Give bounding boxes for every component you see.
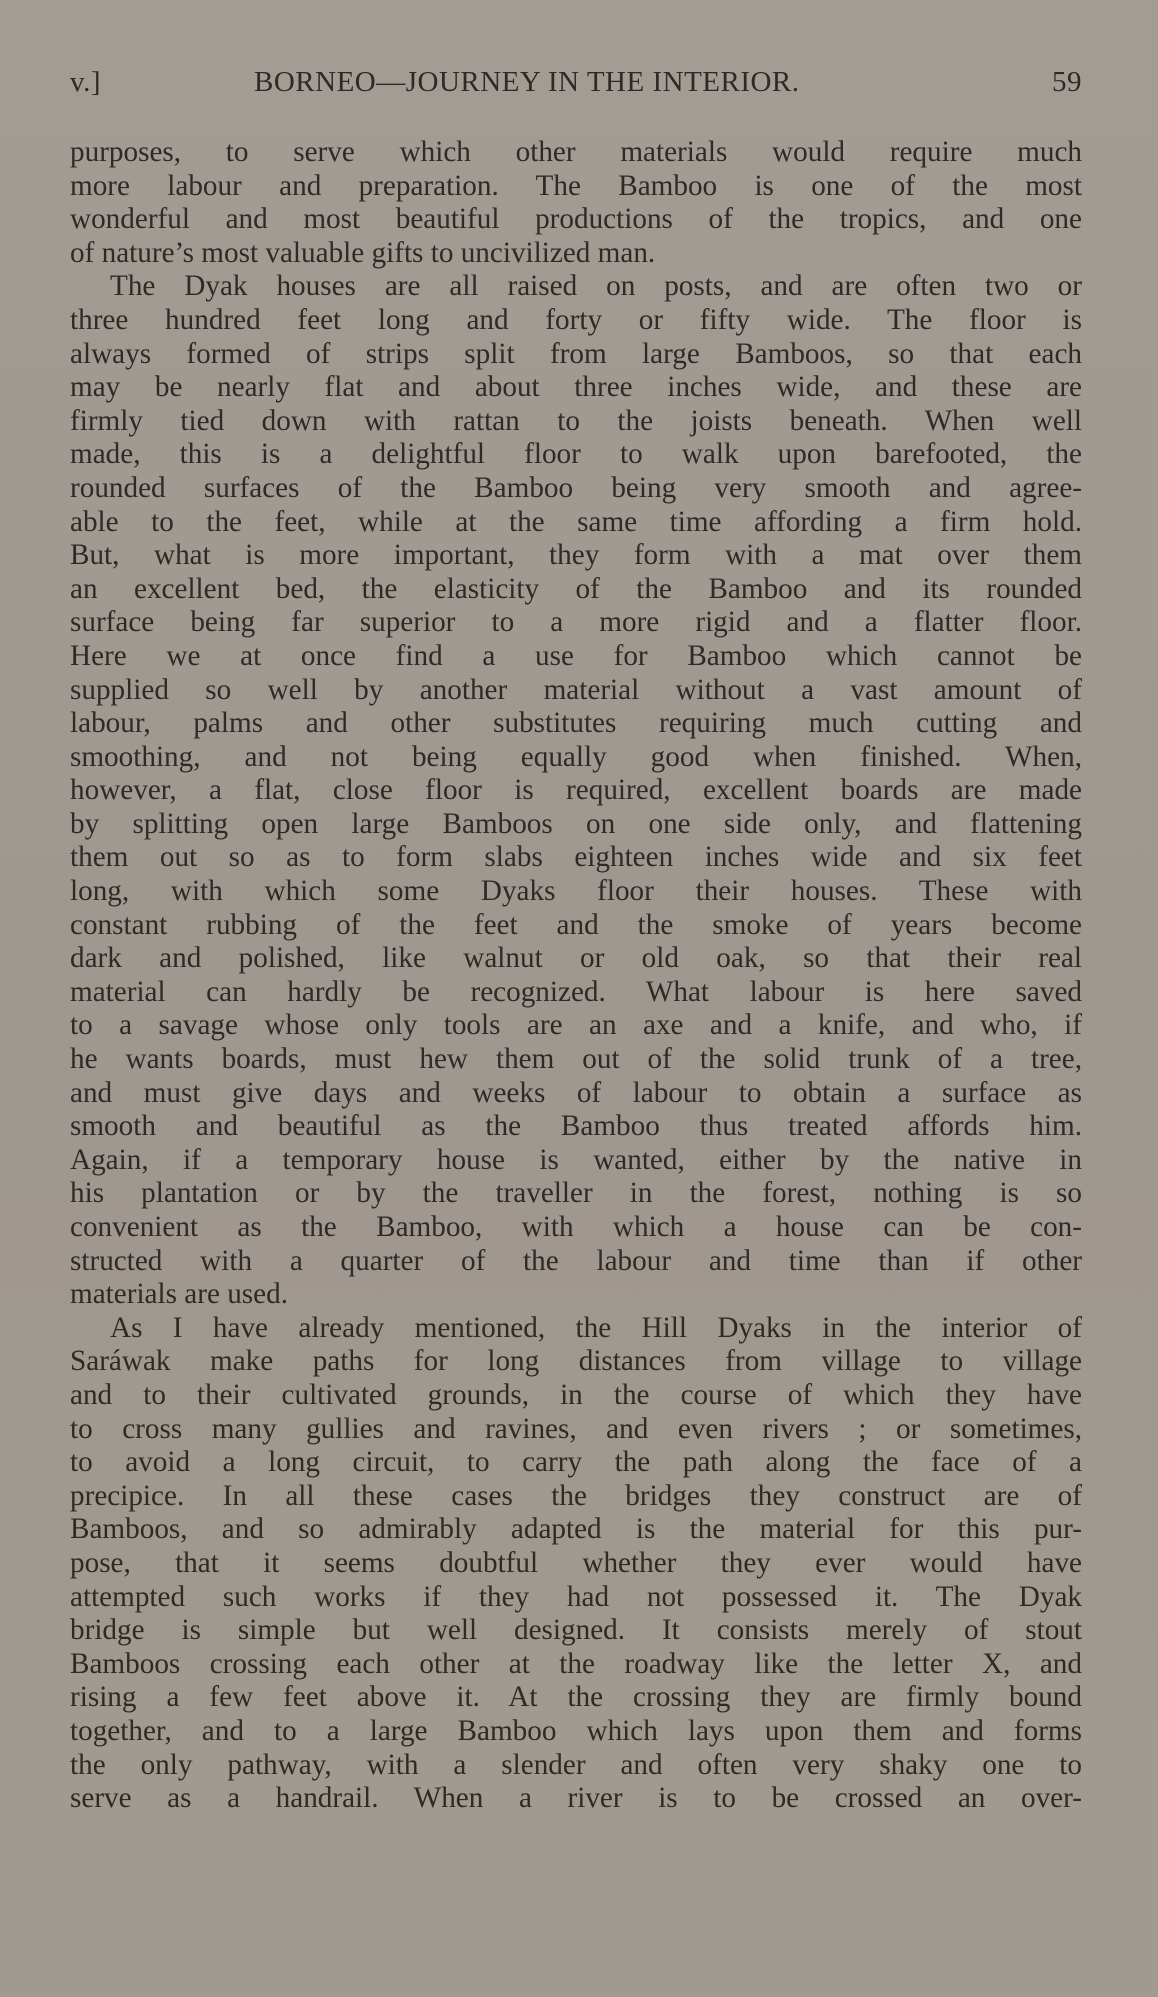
text-line: supplied so well by another material without a vast amount of xyxy=(70,673,1082,706)
text-line: firmly tied down with rattan to the joists beneath. When well xyxy=(70,404,1082,437)
text-line: them out so as to form slabs eighteen inches wide and six feet xyxy=(70,841,1082,874)
text-line: long, with which some Dyaks floor their houses. These with xyxy=(70,875,1082,908)
text-line: pose, that it seems doubtful whether they ever would have xyxy=(70,1546,1082,1579)
text-line: his plantation or by the traveller in the forest, nothing is so xyxy=(70,1177,1082,1210)
text-line: made, this is a delightful floor to walk upon barefooted, the xyxy=(70,438,1082,471)
text-line: Here we at once find a use for Bamboo which cannot be xyxy=(70,639,1082,672)
text-line: purposes, to serve which other materials would require much xyxy=(70,136,1082,168)
text-line: convenient as the Bamboo, with which a house can be con- xyxy=(70,1211,1082,1243)
text-line: structed with a quarter of the labour and time than if other xyxy=(70,1244,1082,1277)
text-line: always formed of strips split from large Bamboos, so that each xyxy=(70,337,1082,370)
text-line: materials are used. xyxy=(70,1278,288,1311)
text-line: to cross many gullies and ravines, and even rivers ; or sometimes, xyxy=(70,1412,1082,1445)
text-line: and to their cultivated grounds, in the course of which they have xyxy=(70,1378,1082,1411)
running-head xyxy=(70,66,1082,106)
text-line: Bamboos, and so admirably adapted is the material for this pur- xyxy=(70,1513,1082,1546)
text-line: constant rubbing of the feet and the smoke of years become xyxy=(70,908,1082,941)
text-line: to a savage whose only tools are an axe and a knife, and who, if xyxy=(70,1009,1082,1042)
text-line: attempted such works if they had not possessed it. The Dyak xyxy=(70,1580,1082,1613)
text-line: But, what is more important, they form with a mat over them xyxy=(70,539,1082,572)
text-line: serve as a handrail. When a river is to be crossed an over- xyxy=(70,1782,1082,1815)
text-line: rounded surfaces of the Bamboo being very smooth and agree- xyxy=(70,471,1082,504)
running-title: BORNEO—JOURNEY IN THE INTERIOR. xyxy=(254,66,800,98)
text-line: material can hardly be recognized. What labour is here saved xyxy=(70,975,1082,1008)
text-line: more labour and preparation. The Bamboo is one of the most xyxy=(70,169,1082,202)
text-line: Bamboos crossing each other at the roadway like the letter X, and xyxy=(70,1647,1082,1680)
text-line: three hundred feet long and forty or fifty wide. The floor is xyxy=(70,303,1082,336)
text-line: surface being far superior to a more rigid and a flatter floor. xyxy=(70,606,1082,639)
text-line: smooth and beautiful as the Bamboo thus treated affords him. xyxy=(70,1110,1082,1143)
text-line: Saráwak make paths for long distances from village to village xyxy=(70,1345,1082,1378)
text-line: labour, palms and other substitutes requiring much cutting and xyxy=(70,707,1082,740)
text-line: able to the feet, while at the same time affording a firm hold. xyxy=(70,505,1082,538)
text-line: of nature’s most valuable gifts to uncivilized man. xyxy=(70,236,656,269)
body-text xyxy=(70,136,1082,1816)
text-line: and must give days and weeks of labour to obtain a surface as xyxy=(70,1076,1082,1109)
text-line: dark and polished, like walnut or old oak, so that their real xyxy=(70,942,1082,975)
text-line: however, a flat, close floor is required, excellent boards are made xyxy=(70,774,1082,807)
text-line: by splitting open large Bamboos on one side only, and flattening xyxy=(70,807,1082,840)
text-line: Again, if a temporary house is wanted, either by the native in xyxy=(70,1143,1082,1176)
text-line: an excellent bed, the elasticity of the Bamboo and its rounded xyxy=(70,572,1082,605)
text-line: to avoid a long circuit, to carry the path along the face of a xyxy=(70,1446,1082,1479)
text-line: The Dyak houses are all raised on posts, and are often two or xyxy=(110,270,1082,303)
text-line: As I have already mentioned, the Hill Dyaks in the interior of xyxy=(110,1311,1082,1344)
text-line: wonderful and most beautiful productions of the tropics, and one xyxy=(70,203,1082,236)
text-line: rising a few feet above it. At the crossing they are firmly bound xyxy=(70,1681,1082,1714)
text-line: he wants boards, must hew them out of the solid trunk of a tree, xyxy=(70,1043,1082,1076)
text-line: bridge is simple but well designed. It consists merely of stout xyxy=(70,1614,1082,1647)
text-line: may be nearly flat and about three inches wide, and these are xyxy=(70,371,1082,404)
text-line: the only pathway, with a slender and often very shaky one to xyxy=(70,1748,1082,1781)
page-number: 59 xyxy=(1052,66,1082,98)
text-line: together, and to a large Bamboo which lays upon them and forms xyxy=(70,1714,1082,1747)
text-line: precipice. In all these cases the bridges they construct are of xyxy=(70,1479,1082,1512)
chapter-number: v.] xyxy=(70,66,102,98)
text-line: smoothing, and not being equally good when finished. When, xyxy=(70,740,1082,773)
